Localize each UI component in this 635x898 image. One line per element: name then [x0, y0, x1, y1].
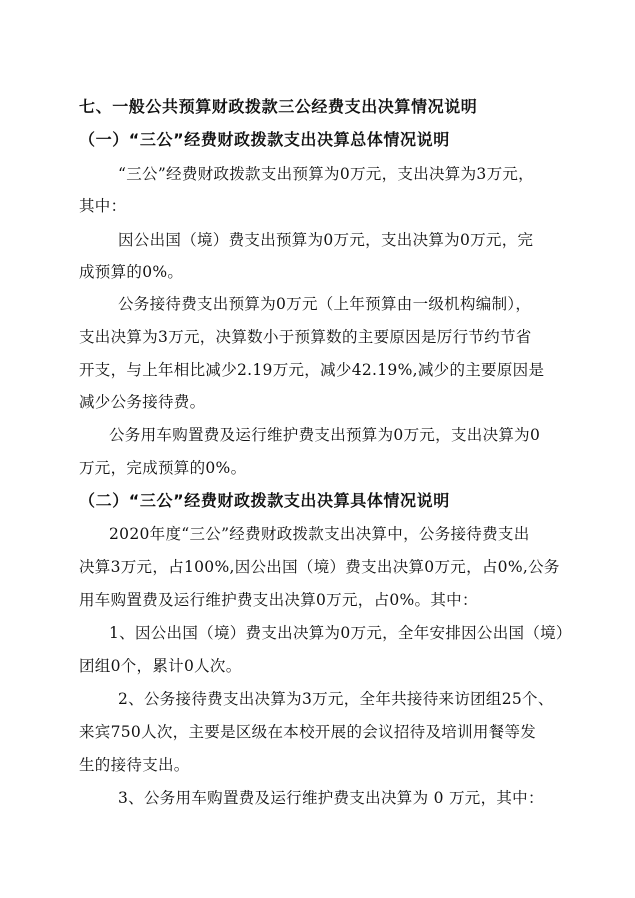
paragraph-1-line-1: “三公”经费财政拨款支出预算为0万元，支出决算为3万元， [118, 165, 534, 183]
paragraph-3-line-1: 公务接待费支出预算为0万元（上年预算由一级机构编制）， [118, 295, 532, 313]
paragraph-6-line-1: 1、因公出国（境）费支出决算为0万元，全年安排因公出国（境） [109, 624, 572, 642]
paragraph-3-line-4: 减少公务接待费。 [79, 393, 206, 411]
section-title: 七、一般公共预算财政拨款三公经费支出决算情况说明 [79, 97, 478, 116]
paragraph-3-line-3: 开支，与上年相比减少2.19万元，减少42.19%,减少的主要原因是 [79, 361, 545, 379]
paragraph-8-line-1: 3、公务用车购置费及运行维护费支出决算为 0 万元，其中： [118, 789, 544, 807]
paragraph-4-line-1: 公务用车购置费及运行维护费支出预算为0万元，支出决算为0 [109, 426, 541, 444]
paragraph-7-line-1: 2、公务接待费支出决算为3万元，全年共接待来访团组25个、 [118, 690, 554, 708]
paragraph-1-line-2: 其中： [79, 197, 127, 215]
paragraph-5-line-2: 决算3万元，占100%,因公出国（境）费支出决算0万元，占0%,公务 [79, 558, 560, 576]
paragraph-7-line-2: 来宾750人次，主要是区级在本校开展的会议招待及培训用餐等发 [79, 723, 537, 741]
paragraph-7-line-3: 生的接待支出。 [79, 756, 190, 774]
paragraph-6-line-2: 团组0个，累计0人次。 [79, 657, 242, 675]
paragraph-5-line-1: 2020年度“三公”经费财政拨款支出决算中，公务接待费支出 [109, 525, 530, 543]
paragraph-5-line-3: 用车购置费及运行维护费支出决算0万元，占0%。其中： [79, 591, 478, 609]
paragraph-2-line-1: 因公出国（境）费支出预算为0万元，支出决算为0万元，完 [118, 231, 534, 249]
subsection-2-title: （二）“三公”经费财政拨款支出决算具体情况说明 [79, 491, 450, 510]
paragraph-4-line-2: 万元，完成预算的0%。 [79, 459, 247, 477]
paragraph-3-line-2: 支出决算为3万元，决算数小于预算数的主要原因是厉行节约节省 [79, 328, 532, 346]
subsection-1-title: （一）“三公”经费财政拨款支出决算总体情况说明 [79, 130, 450, 149]
paragraph-2-line-2: 成预算的0%。 [79, 263, 184, 281]
